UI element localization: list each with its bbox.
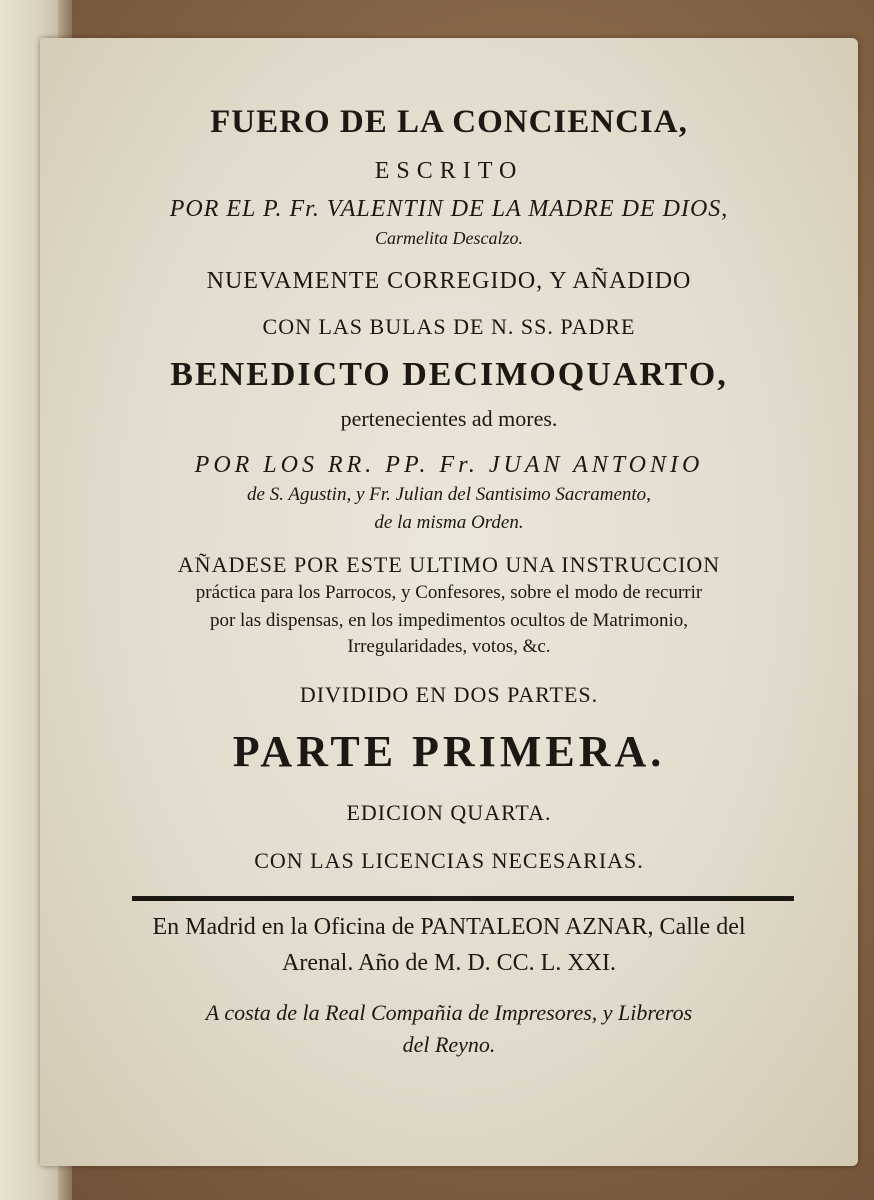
pope-name: BENEDICTO DECIMOQUARTO, — [170, 356, 728, 393]
imprint-line-1: En Madrid en la Oficina de PANTALEON AZNAR, Calle del — [152, 914, 746, 940]
book-title: FUERO DE LA CONCIENCIA, — [210, 104, 688, 140]
author-line: POR EL P. Fr. VALENTIN DE LA MADRE DE DIOS, — [169, 196, 729, 222]
edition-line: EDICION QUARTA. — [346, 800, 552, 825]
publisher-line-1: A costa de la Real Compañia de Impresores, y Libreros — [205, 1000, 693, 1025]
addition-line-4: Irregularidades, votos, &c. — [347, 636, 551, 657]
publisher-line-2: del Reyno. — [402, 1032, 496, 1057]
addition-line-2: práctica para los Parrocos, y Confesores, sobre el modo de recurrir — [195, 582, 703, 603]
part-one-heading: PARTE PRIMERA. — [232, 727, 666, 776]
parts-line: DIVIDIDO EN DOS PARTES. — [299, 682, 599, 707]
addition-line-3: por las dispensas, en los impedimentos ocultos de Matrimonio, — [209, 610, 689, 631]
imprint-line-2: Arenal. Año de M. D. CC. L. XXI. — [282, 950, 616, 976]
licenses-line: CON LAS LICENCIAS NECESARIAS. — [254, 848, 644, 873]
horizontal-rule — [132, 896, 794, 901]
author-order: Carmelita Descalzo. — [375, 228, 523, 248]
editors-line-1: POR LOS RR. PP. Fr. JUAN ANTONIO — [194, 452, 704, 478]
bulls-line: CON LAS BULAS DE N. SS. PADRE — [262, 314, 636, 339]
revised-line: NUEVAMENTE CORREGIDO, Y AÑADIDO — [206, 268, 692, 294]
addition-line-1: AÑADESE POR ESTE ULTIMO UNA INSTRUCCION — [177, 552, 721, 577]
editors-line-2: de S. Agustin, y Fr. Julian del Santisimo Sacramento, — [247, 484, 651, 505]
written-label: ESCRITO — [374, 158, 524, 184]
ad-mores-line: pertenecientes ad mores. — [340, 406, 558, 431]
editors-line-3: de la misma Orden. — [374, 512, 524, 533]
